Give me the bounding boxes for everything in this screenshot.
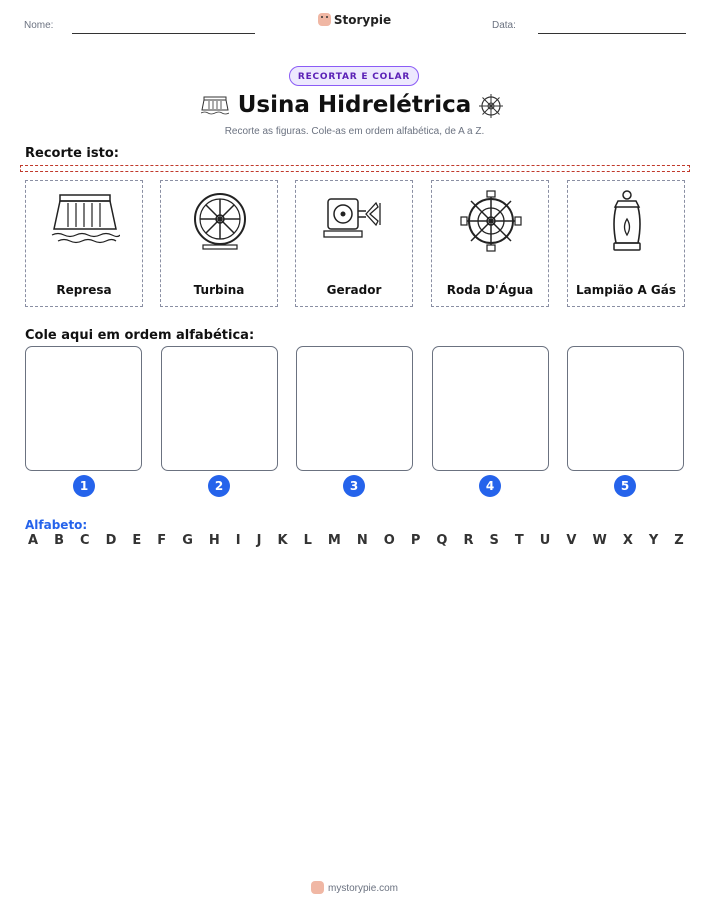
slot-number-5: 5 — [614, 475, 636, 497]
alphabet-letter: P — [410, 533, 421, 548]
alphabet-letter: L — [303, 533, 312, 548]
generator-icon — [320, 189, 390, 249]
alphabet-letter: S — [489, 533, 499, 548]
alphabet-letter: K — [277, 533, 288, 548]
card-label: Roda D'Água — [446, 283, 534, 297]
name-fill-line — [72, 33, 255, 34]
alphabet-letter: A — [28, 533, 39, 548]
paste-slot-2[interactable] — [161, 346, 278, 471]
alphabet-letter: J — [256, 533, 262, 548]
water-wheel-icon — [456, 189, 526, 253]
cut-dashed-line — [20, 165, 690, 172]
cut-card-roda-dagua[interactable] — [431, 180, 549, 307]
storypie-logo-icon — [311, 881, 324, 894]
alphabet-letter: V — [566, 533, 577, 548]
storypie-logo-icon — [318, 13, 331, 26]
date-fill-line — [538, 33, 686, 34]
footer — [0, 881, 709, 894]
alphabet-letter: Q — [436, 533, 448, 548]
cut-card-lampiao-a-gas[interactable] — [567, 180, 685, 307]
slot-number-2: 2 — [208, 475, 230, 497]
alphabet-letter: F — [157, 533, 167, 548]
alphabet-letter: U — [539, 533, 551, 548]
alphabet-letter: E — [132, 533, 142, 548]
alphabet-letter: R — [463, 533, 474, 548]
page-title: Usina Hidrelétrica — [237, 92, 472, 118]
alphabet-letter: H — [208, 533, 220, 548]
alphabet-letter: D — [105, 533, 117, 548]
brand-name: Storypie — [333, 13, 392, 27]
alphabet-letter: X — [622, 533, 633, 548]
activity-badge: RECORTAR E COLAR — [289, 66, 419, 86]
alphabet-letter: G — [182, 533, 193, 548]
paste-slot-4[interactable] — [432, 346, 549, 471]
slot-number-3: 3 — [343, 475, 365, 497]
slot-number-1: 1 — [73, 475, 95, 497]
cut-card-turbina[interactable] — [160, 180, 278, 307]
slot-number-4: 4 — [479, 475, 501, 497]
card-label: Lampião A Gás — [575, 283, 677, 297]
paste-section-label: Cole aqui em ordem alfabética: — [25, 328, 255, 343]
instructions: Recorte as figuras. Cole-as em ordem alfabética, de A a Z. — [224, 126, 485, 137]
brand-logo — [0, 13, 709, 27]
date-label: Data: — [492, 20, 516, 31]
paste-slot-3[interactable] — [296, 346, 413, 471]
water-wheel-icon — [478, 93, 504, 119]
alphabet-row — [28, 533, 684, 548]
alphabet-letter: C — [80, 533, 90, 548]
paste-slot-1[interactable] — [25, 346, 142, 471]
alphabet-letter: N — [356, 533, 368, 548]
turbine-wheel-icon — [185, 189, 255, 253]
alphabet-letter: Y — [648, 533, 659, 548]
paste-slot-5[interactable] — [567, 346, 684, 471]
alphabet-letter: Z — [674, 533, 684, 548]
card-label: Turbina — [193, 283, 245, 297]
alphabet-letter: O — [383, 533, 395, 548]
cut-card-represa[interactable] — [25, 180, 143, 307]
card-label: Represa — [56, 283, 112, 297]
card-label: Gerador — [326, 283, 382, 297]
cut-section-label: Recorte isto: — [25, 146, 119, 161]
alphabet-label: Alfabeto: — [25, 518, 88, 532]
alphabet-letter: W — [592, 533, 607, 548]
alphabet-letter: T — [514, 533, 524, 548]
name-label: Nome: — [24, 20, 54, 31]
footer-url: mystorypie.com — [327, 883, 398, 894]
gas-lantern-icon — [592, 189, 662, 255]
alphabet-letter: I — [235, 533, 241, 548]
alphabet-letter: B — [54, 533, 64, 548]
dam-icon — [50, 189, 120, 249]
alphabet-letter: M — [327, 533, 341, 548]
cut-card-gerador[interactable] — [295, 180, 413, 307]
